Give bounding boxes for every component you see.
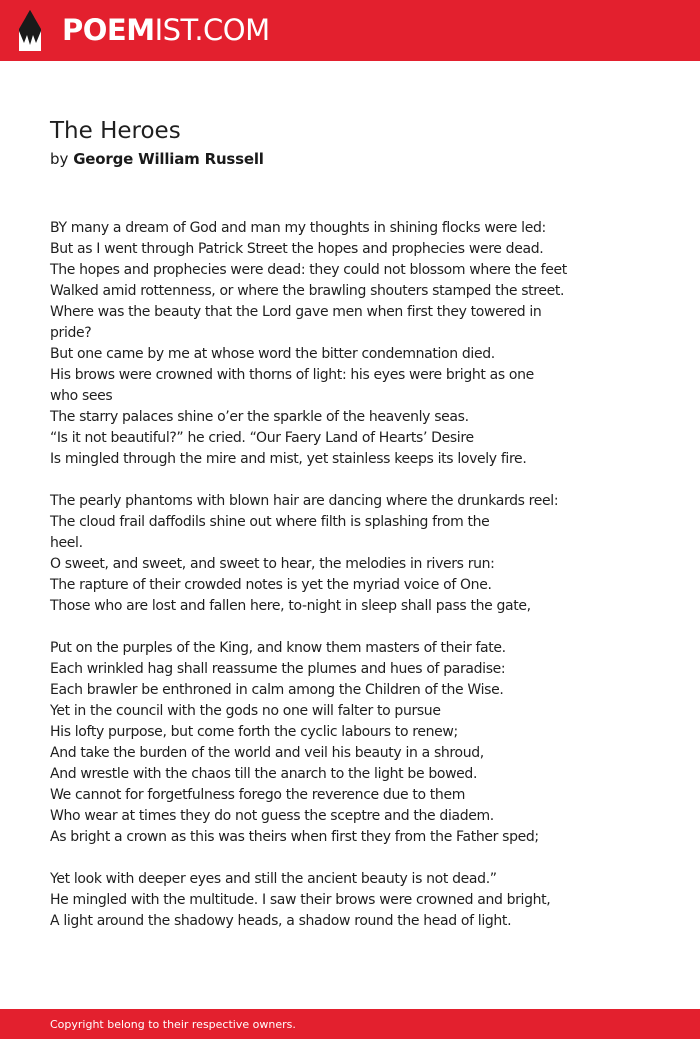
poem-line: And wrestle with the chaos till the anarch to the light be bowed. xyxy=(50,766,478,782)
poem-line: We cannot for forgetfulness forego the reverence due to them xyxy=(50,787,466,803)
by-label: by xyxy=(50,150,69,168)
poem-line: BY many a dream of God and man my thoughts in shining flocks were led: xyxy=(50,220,546,236)
poem-line: Is mingled through the mire and mist, yet stainless keeps its lovely fire. xyxy=(50,451,527,467)
poem-line: The cloud frail daffodils shine out where filth is splashing from the xyxy=(50,514,490,530)
stanza-break xyxy=(50,617,650,638)
poem-line: As bright a crown as this was theirs when first they from the Father sped; xyxy=(50,829,539,845)
poem-line: The pearly phantoms with blown hair are dancing where the drunkards reel: xyxy=(50,493,559,509)
poem-line: Where was the beauty that the Lord gave men when first they towered in xyxy=(50,304,542,320)
poem-line: The starry palaces shine o’er the sparkle of the heavenly seas. xyxy=(50,409,469,425)
poem-line: The hopes and prophecies were dead: they could not blossom where the feet xyxy=(50,262,567,278)
poem-line: Those who are lost and fallen here, to-night in sleep shall pass the gate, xyxy=(50,598,531,614)
stanza-break xyxy=(50,470,650,491)
poem-line: O sweet, and sweet, and sweet to hear, the melodies in rivers run: xyxy=(50,556,495,572)
site-header xyxy=(0,0,700,61)
poem-line: The rapture of their crowded notes is yet the myriad voice of One. xyxy=(50,577,492,593)
poem-line: Yet look with deeper eyes and still the ancient beauty is not dead.” xyxy=(50,871,497,887)
poem-line: Put on the purples of the King, and know them masters of their fate. xyxy=(50,640,506,656)
poem-line: “Is it not beautiful?” he cried. “Our Faery Land of Hearts’ Desire xyxy=(50,430,474,446)
logo-bold-text: POEM xyxy=(62,13,155,47)
poem-line: heel. xyxy=(50,535,83,551)
logo-light-text: IST.COM xyxy=(154,13,270,47)
byline xyxy=(50,149,264,169)
pencil-tip-icon[interactable] xyxy=(17,9,43,52)
poem-line: A light around the shadowy heads, a shadow round the head of light. xyxy=(50,913,512,929)
poem-line: who sees xyxy=(50,388,113,404)
site-logo[interactable] xyxy=(62,13,270,47)
poem-line: His lofty purpose, but come forth the cyclic labours to renew; xyxy=(50,724,458,740)
site-footer xyxy=(0,1009,700,1039)
author-name: George William Russell xyxy=(73,150,264,168)
poem-line: Each brawler be enthroned in calm among the Children of the Wise. xyxy=(50,682,504,698)
poem-line: But one came by me at whose word the bitter condemnation died. xyxy=(50,346,495,362)
poem-line: pride? xyxy=(50,325,92,341)
copyright-text: Copyright belong to their respective owners. xyxy=(50,1018,296,1031)
poem-line: Yet in the council with the gods no one will falter to pursue xyxy=(50,703,441,719)
poem-line: But as I went through Patrick Street the hopes and prophecies were dead. xyxy=(50,241,544,257)
poem-line: Each wrinkled hag shall reassume the plumes and hues of paradise: xyxy=(50,661,506,677)
poem-body xyxy=(50,218,650,932)
stanza-break xyxy=(50,848,650,869)
poem-line: He mingled with the multitude. I saw their brows were crowned and bright, xyxy=(50,892,551,908)
poem-line: Who wear at times they do not guess the sceptre and the diadem. xyxy=(50,808,494,824)
poem-title: The Heroes xyxy=(50,118,181,144)
poem-line: And take the burden of the world and veil his beauty in a shroud, xyxy=(50,745,484,761)
poem-line: Walked amid rottenness, or where the brawling shouters stamped the street. xyxy=(50,283,565,299)
poem-line: His brows were crowned with thorns of light: his eyes were bright as one xyxy=(50,367,534,383)
